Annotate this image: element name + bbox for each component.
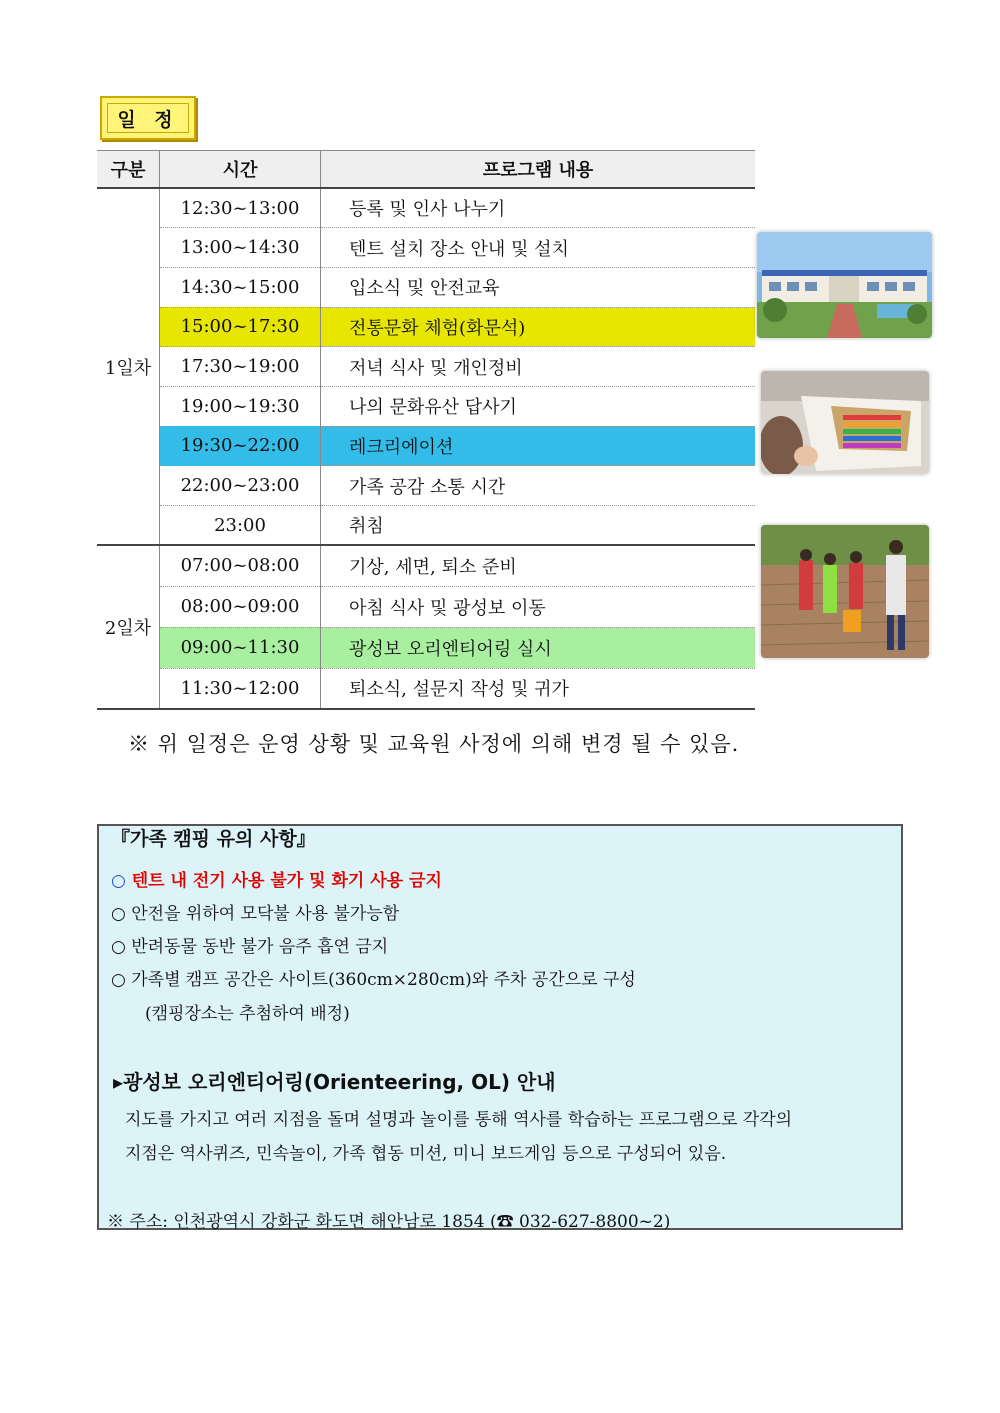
program-cell: 텐트 설치 장소 안내 및 설치 bbox=[321, 228, 756, 268]
circle-bullet-icon: ○ bbox=[111, 871, 126, 891]
time-cell: 23:00 bbox=[160, 506, 321, 546]
craft-activity-photo bbox=[761, 371, 929, 474]
program-cell: 가족 공감 소통 시간 bbox=[321, 466, 756, 506]
schedule-row bbox=[97, 668, 755, 709]
header-day: 구분 bbox=[97, 151, 160, 189]
notice-item-fire bbox=[111, 866, 442, 891]
schedule-title-badge bbox=[100, 96, 196, 140]
schedule-row bbox=[97, 267, 755, 307]
notice-item-site: ○ 가족별 캠프 공간은 사이트(360cm×280cm)와 주차 공간으로 구성 bbox=[111, 970, 636, 990]
notice-item-campfire: ○ 안전을 위하여 모닥불 사용 불가능함 bbox=[111, 904, 400, 924]
time-cell: 11:30~12:00 bbox=[160, 668, 321, 709]
orienteering-desc-2: 지점은 역사퀴즈, 민속놀이, 가족 협동 미션, 미니 보드게임 등으로 구성되어 있음. bbox=[125, 1144, 727, 1164]
notice-box bbox=[97, 824, 903, 1230]
school-building-photo bbox=[757, 232, 932, 338]
day-label: 2일차 bbox=[97, 545, 160, 709]
orienteering-desc-1: 지도를 가지고 여러 지점을 돌며 설명과 놀이를 통해 역사를 학습하는 프로그램으로 각각의 bbox=[125, 1110, 793, 1130]
notice-sub-item: (캠핑장소는 추첨하여 배정) bbox=[145, 1004, 350, 1024]
address: ※ 주소: 인천광역시 강화군 화도면 해안남로 1854 (☎ 032-627-8800~2) bbox=[107, 1212, 671, 1232]
schedule-row bbox=[97, 188, 755, 228]
program-cell: 등록 및 인사 나누기 bbox=[321, 188, 756, 228]
schedule-table bbox=[97, 150, 755, 710]
time-cell: 09:00~11:30 bbox=[160, 627, 321, 668]
time-cell: 19:30~22:00 bbox=[160, 426, 321, 466]
time-cell: 15:00~17:30 bbox=[160, 307, 321, 347]
schedule-row bbox=[97, 506, 755, 546]
notice-item-pets: ○ 반려동물 동반 불가 음주 흡연 금지 bbox=[111, 937, 389, 957]
header-program: 프로그램 내용 bbox=[321, 151, 756, 189]
schedule-title: 일 정 bbox=[107, 103, 189, 133]
schedule-change-note: ※ 위 일정은 운영 상황 및 교육원 사정에 의해 변경 될 수 있음. bbox=[128, 732, 740, 756]
day-label: 1일차 bbox=[97, 188, 160, 545]
schedule-row bbox=[97, 545, 755, 586]
program-cell: 나의 문화유산 답사기 bbox=[321, 386, 756, 426]
schedule-header-row bbox=[97, 151, 755, 189]
time-cell: 08:00~09:00 bbox=[160, 586, 321, 627]
schedule-row bbox=[97, 586, 755, 627]
program-cell: 퇴소식, 설문지 작성 및 귀가 bbox=[321, 668, 756, 709]
schedule-row bbox=[97, 307, 755, 347]
schedule-row bbox=[97, 228, 755, 268]
time-cell: 12:30~13:00 bbox=[160, 188, 321, 228]
schedule-row bbox=[97, 466, 755, 506]
orienteering-title: ▸광성보 오리엔티어링(Orienteering, OL) 안내 bbox=[113, 1070, 556, 1094]
time-cell: 07:00~08:00 bbox=[160, 545, 321, 586]
outdoor-game-photo bbox=[761, 525, 929, 658]
notice-title: 『가족 캠핑 유의 사항』 bbox=[111, 828, 316, 850]
schedule-row bbox=[97, 386, 755, 426]
time-cell: 22:00~23:00 bbox=[160, 466, 321, 506]
program-cell: 아침 식사 및 광성보 이동 bbox=[321, 586, 756, 627]
time-cell: 13:00~14:30 bbox=[160, 228, 321, 268]
program-cell: 취침 bbox=[321, 506, 756, 546]
schedule-row bbox=[97, 426, 755, 466]
program-cell: 광성보 오리엔티어링 실시 bbox=[321, 627, 756, 668]
schedule-row bbox=[97, 347, 755, 387]
program-cell: 저녁 식사 및 개인정비 bbox=[321, 347, 756, 387]
time-cell: 14:30~15:00 bbox=[160, 267, 321, 307]
program-cell: 레크리에이션 bbox=[321, 426, 756, 466]
program-cell: 입소식 및 안전교육 bbox=[321, 267, 756, 307]
schedule-row bbox=[97, 627, 755, 668]
header-time: 시간 bbox=[160, 151, 321, 189]
time-cell: 19:00~19:30 bbox=[160, 386, 321, 426]
notice-item-fire-text: 텐트 내 전기 사용 불가 및 화기 사용 금지 bbox=[125, 871, 442, 891]
time-cell: 17:30~19:00 bbox=[160, 347, 321, 387]
program-cell: 기상, 세면, 퇴소 준비 bbox=[321, 545, 756, 586]
program-cell: 전통문화 체험(화문석) bbox=[321, 307, 756, 347]
